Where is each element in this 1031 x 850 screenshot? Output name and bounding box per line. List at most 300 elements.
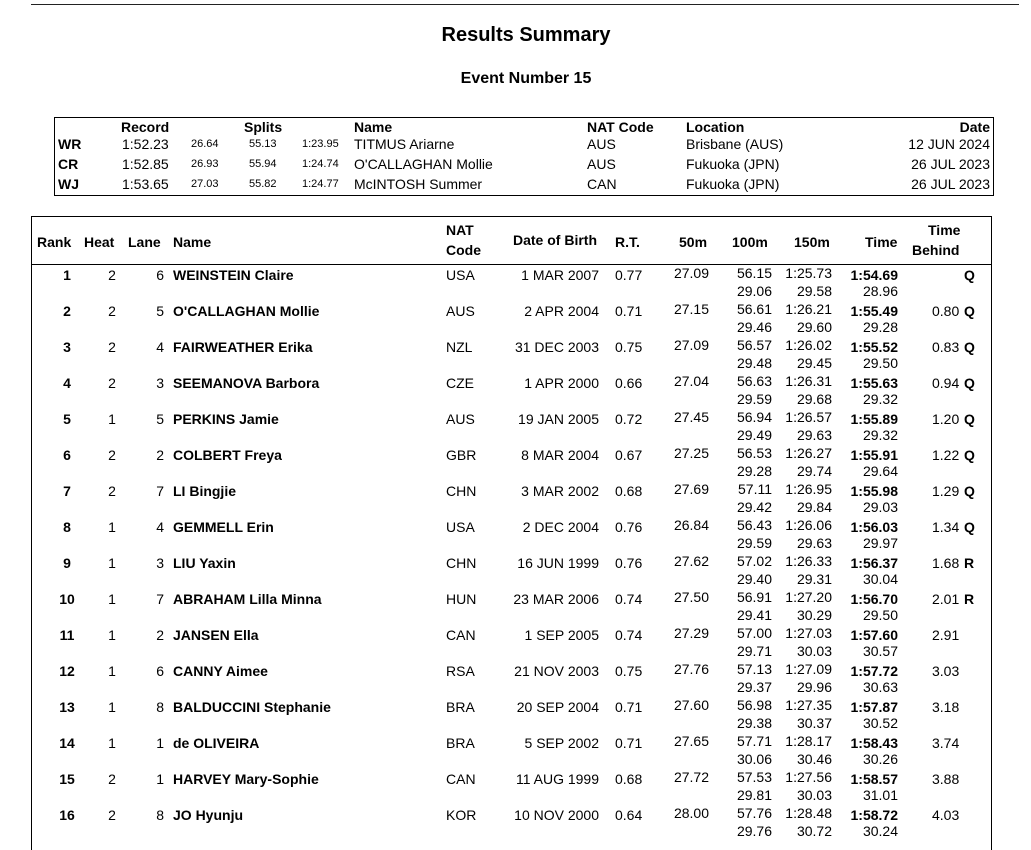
lap-100m: 29.37 <box>736 679 772 695</box>
athlete-name: GEMMELL Erin <box>173 519 274 535</box>
record-holder-name: O'CALLAGHAN Mollie <box>354 156 493 172</box>
record-location: Brisbane (AUS) <box>686 136 784 152</box>
record-location: Fukuoka (JPN) <box>686 156 780 172</box>
record-location: Fukuoka (JPN) <box>686 176 780 192</box>
record-split-100: 55.82 <box>249 178 277 190</box>
lap-200m: 28.96 <box>862 283 898 299</box>
nat-code: AUS <box>446 411 475 427</box>
header-code: Code <box>446 242 481 258</box>
qualification-mark: Q <box>964 519 975 535</box>
athlete-name: de OLIVEIRA <box>173 735 260 751</box>
split-100m: 56.94 <box>736 409 772 425</box>
lap-200m: 29.28 <box>862 319 898 335</box>
heat: 1 <box>108 627 116 643</box>
lane: 5 <box>156 303 164 319</box>
lane: 1 <box>156 771 164 787</box>
rank: 6 <box>63 447 71 463</box>
split-100m: 56.98 <box>736 697 772 713</box>
record-split-50: 27.03 <box>191 178 219 190</box>
athlete-name: FAIRWEATHER Erika <box>173 339 313 355</box>
split-50m: 27.76 <box>673 661 709 677</box>
qualification-mark: Q <box>964 411 975 427</box>
result-row <box>32 411 991 447</box>
lap-200m: 29.64 <box>862 463 898 479</box>
nat-code: CHN <box>446 555 477 571</box>
lap-100m: 29.71 <box>736 643 772 659</box>
split-100m: 56.61 <box>736 301 772 317</box>
split-100m: 56.43 <box>736 517 772 533</box>
split-100m: 57.76 <box>736 805 772 821</box>
qualification-mark: R <box>964 555 975 571</box>
nat-code: USA <box>446 267 475 283</box>
lap-150m: 30.37 <box>796 715 832 731</box>
split-150m: 1:26.33 <box>785 553 832 569</box>
time-behind: 1.22 <box>932 447 960 463</box>
split-50m: 27.09 <box>673 337 709 353</box>
lap-200m: 29.03 <box>862 499 898 515</box>
record-code: CR <box>58 156 79 172</box>
lap-150m: 29.60 <box>796 319 832 335</box>
time-behind: 3.18 <box>932 699 960 715</box>
result-row <box>32 303 991 339</box>
athlete-name: LI Bingjie <box>173 483 236 499</box>
result-row <box>32 267 991 303</box>
time-behind: 3.74 <box>932 735 960 751</box>
date-of-birth: 11 AUG 1999 <box>515 771 599 787</box>
split-100m: 57.71 <box>736 733 772 749</box>
results-table <box>31 216 992 850</box>
athlete-name: BALDUCCINI Stephanie <box>173 699 331 715</box>
records-header-splits: Splits <box>244 119 283 135</box>
split-50m: 27.04 <box>673 373 709 389</box>
split-150m: 1:26.21 <box>785 301 832 317</box>
nat-code: CAN <box>446 771 476 787</box>
qualification-mark: R <box>964 591 975 607</box>
time-behind: 1.68 <box>932 555 960 571</box>
rank: 1 <box>63 267 71 283</box>
heat: 2 <box>108 267 116 283</box>
lane: 6 <box>156 267 164 283</box>
lap-200m: 29.32 <box>862 427 898 443</box>
reaction-time: 0.74 <box>615 591 643 607</box>
top-rule <box>31 4 1019 5</box>
nat-code: KOR <box>446 807 477 823</box>
event-title: Event Number 15 <box>460 70 592 87</box>
split-100m: 57.02 <box>736 553 772 569</box>
nat-code: CHN <box>446 483 477 499</box>
nat-code: USA <box>446 519 475 535</box>
header-time: Time <box>865 234 898 250</box>
heat: 2 <box>108 771 116 787</box>
heat: 2 <box>108 447 116 463</box>
record-code: WJ <box>58 176 79 192</box>
heat: 2 <box>108 303 116 319</box>
split-100m: 57.00 <box>736 625 772 641</box>
reaction-time: 0.66 <box>615 375 643 391</box>
result-row <box>32 771 991 807</box>
record-row <box>55 156 993 176</box>
lap-100m: 29.06 <box>736 283 772 299</box>
final-time: 1:55.98 <box>850 483 898 499</box>
result-row <box>32 339 991 375</box>
split-50m: 27.09 <box>673 265 709 281</box>
reaction-time: 0.76 <box>615 555 643 571</box>
final-time: 1:55.52 <box>850 339 898 355</box>
reaction-time: 0.75 <box>615 663 643 679</box>
split-150m: 1:27.35 <box>785 697 832 713</box>
lap-100m: 29.38 <box>736 715 772 731</box>
time-behind: 3.88 <box>932 771 960 787</box>
lap-150m: 29.96 <box>796 679 832 695</box>
nat-code: HUN <box>446 591 477 607</box>
lap-200m: 30.63 <box>862 679 898 695</box>
result-row <box>32 591 991 627</box>
nat-code: RSA <box>446 663 475 679</box>
lane: 1 <box>156 735 164 751</box>
final-time: 1:55.49 <box>850 303 898 319</box>
header-time-behind-1: Time <box>928 222 961 238</box>
split-150m: 1:27.56 <box>785 769 832 785</box>
split-150m: 1:28.17 <box>785 733 832 749</box>
date-of-birth: 21 NOV 2003 <box>514 663 599 679</box>
date-of-birth: 1 MAR 2007 <box>521 267 599 283</box>
qualification-mark: Q <box>964 483 975 499</box>
lap-100m: 29.59 <box>736 535 772 551</box>
split-150m: 1:28.48 <box>785 805 832 821</box>
lane: 2 <box>156 627 164 643</box>
reaction-time: 0.76 <box>615 519 643 535</box>
lap-100m: 29.42 <box>736 499 772 515</box>
lap-200m: 30.57 <box>862 643 898 659</box>
lap-100m: 29.28 <box>736 463 772 479</box>
split-50m: 27.50 <box>673 589 709 605</box>
header-100m: 100m <box>732 234 768 250</box>
rank: 9 <box>63 555 71 571</box>
header-150m: 150m <box>794 234 830 250</box>
rank: 13 <box>59 699 75 715</box>
record-code: WR <box>58 136 82 152</box>
date-of-birth: 19 JAN 2005 <box>518 411 599 427</box>
record-row <box>55 136 993 156</box>
time-behind: 1.20 <box>932 411 960 427</box>
heat: 1 <box>108 591 116 607</box>
page-title: Results Summary <box>441 24 611 46</box>
nat-code: CZE <box>446 375 474 391</box>
split-100m: 56.57 <box>736 337 772 353</box>
record-date: 26 JUL 2023 <box>911 176 990 192</box>
split-100m: 57.11 <box>738 481 772 497</box>
record-holder-name: TITMUS Ariarne <box>354 136 455 152</box>
lap-100m: 29.49 <box>736 427 772 443</box>
date-of-birth: 16 JUN 1999 <box>517 555 599 571</box>
athlete-name: SEEMANOVA Barbora <box>173 375 320 391</box>
lane: 4 <box>156 519 164 535</box>
final-time: 1:58.43 <box>850 735 898 751</box>
athlete-name: JANSEN Ella <box>173 627 259 643</box>
lap-150m: 30.03 <box>796 643 832 659</box>
result-row <box>32 447 991 483</box>
final-time: 1:54.69 <box>850 267 898 283</box>
date-of-birth: 31 DEC 2003 <box>514 339 599 355</box>
final-time: 1:55.91 <box>850 447 898 463</box>
records-header-name: Name <box>354 119 393 135</box>
qualification-mark: Q <box>964 303 975 319</box>
rank: 8 <box>63 519 71 535</box>
reaction-time: 0.71 <box>615 735 643 751</box>
time-behind: 1.29 <box>932 483 960 499</box>
lap-150m: 30.72 <box>796 823 832 839</box>
lap-200m: 30.24 <box>862 823 898 839</box>
qualification-mark: Q <box>964 339 975 355</box>
athlete-name: HARVEY Mary-Sophie <box>173 771 319 787</box>
lap-150m: 29.63 <box>796 535 832 551</box>
lap-100m: 29.41 <box>736 607 772 623</box>
rank: 10 <box>59 591 75 607</box>
rank: 2 <box>63 303 71 319</box>
record-nat: AUS <box>587 136 616 152</box>
lap-150m: 30.03 <box>796 787 832 803</box>
final-time: 1:57.72 <box>850 663 898 679</box>
result-row <box>32 519 991 555</box>
nat-code: AUS <box>446 303 475 319</box>
lap-200m: 29.50 <box>862 607 898 623</box>
date-of-birth: 10 NOV 2000 <box>514 807 599 823</box>
lap-100m: 29.40 <box>736 571 772 587</box>
final-time: 1:58.72 <box>850 807 898 823</box>
split-150m: 1:26.57 <box>785 409 832 425</box>
header-rt: R.T. <box>615 234 640 250</box>
athlete-name: PERKINS Jamie <box>173 411 279 427</box>
heat: 2 <box>108 483 116 499</box>
result-row <box>32 663 991 699</box>
time-behind: 1.34 <box>932 519 960 535</box>
split-100m: 56.15 <box>736 265 772 281</box>
record-date: 26 JUL 2023 <box>911 156 990 172</box>
date-of-birth: 2 APR 2004 <box>524 303 599 319</box>
split-150m: 1:27.09 <box>785 661 832 677</box>
final-time: 1:55.89 <box>850 411 898 427</box>
split-150m: 1:27.03 <box>785 625 832 641</box>
athlete-name: LIU Yaxin <box>173 555 236 571</box>
split-100m: 57.13 <box>736 661 772 677</box>
record-time: 1:52.23 <box>122 136 169 152</box>
heat: 1 <box>108 519 116 535</box>
rank: 15 <box>59 771 75 787</box>
date-of-birth: 2 DEC 2004 <box>522 519 599 535</box>
reaction-time: 0.77 <box>615 267 643 283</box>
date-of-birth: 3 MAR 2002 <box>521 483 599 499</box>
record-row <box>55 176 993 196</box>
header-divider <box>32 264 991 265</box>
athlete-name: WEINSTEIN Claire <box>173 267 294 283</box>
final-time: 1:55.63 <box>850 375 898 391</box>
split-50m: 27.69 <box>673 481 709 497</box>
nat-code: BRA <box>446 735 475 751</box>
lap-200m: 30.52 <box>862 715 898 731</box>
reaction-time: 0.64 <box>615 807 643 823</box>
athlete-name: JO Hyunju <box>173 807 244 823</box>
reaction-time: 0.71 <box>615 699 643 715</box>
athlete-name: O'CALLAGHAN Mollie <box>173 303 320 319</box>
rank: 12 <box>59 663 75 679</box>
time-behind: 0.83 <box>932 339 960 355</box>
split-150m: 1:27.20 <box>785 589 832 605</box>
nat-code: NZL <box>446 339 473 355</box>
lap-200m: 29.97 <box>862 535 898 551</box>
split-50m: 26.84 <box>673 517 709 533</box>
record-time: 1:53.65 <box>122 176 169 192</box>
lap-100m: 29.46 <box>736 319 772 335</box>
split-50m: 27.65 <box>673 733 709 749</box>
split-100m: 57.53 <box>736 769 772 785</box>
lap-150m: 29.84 <box>796 499 832 515</box>
lane: 2 <box>156 447 164 463</box>
lap-100m: 30.06 <box>736 751 772 767</box>
time-behind: 0.80 <box>932 303 960 319</box>
records-header-date: Date <box>959 119 990 135</box>
date-of-birth: 20 SEP 2004 <box>516 699 599 715</box>
header-time-behind-2: Behind <box>912 242 960 258</box>
record-split-150: 1:24.77 <box>302 178 339 190</box>
athlete-name: COLBERT Freya <box>173 447 282 463</box>
qualification-mark: Q <box>964 267 975 283</box>
rank: 4 <box>63 375 71 391</box>
reaction-time: 0.67 <box>615 447 643 463</box>
final-time: 1:56.37 <box>850 555 898 571</box>
reaction-time: 0.68 <box>615 771 643 787</box>
lap-100m: 29.81 <box>736 787 772 803</box>
lane: 4 <box>156 339 164 355</box>
result-row <box>32 555 991 591</box>
qualification-mark: Q <box>964 447 975 463</box>
header-lane: Lane <box>128 234 161 250</box>
split-100m: 56.53 <box>736 445 772 461</box>
nat-code: BRA <box>446 699 475 715</box>
lap-100m: 29.48 <box>736 355 772 371</box>
split-50m: 27.72 <box>673 769 709 785</box>
time-behind: 2.01 <box>932 591 960 607</box>
records-header-nat: NAT Code <box>587 119 654 135</box>
header-rank: Rank <box>37 234 72 250</box>
split-50m: 27.29 <box>673 625 709 641</box>
record-split-50: 26.64 <box>191 138 219 150</box>
lap-200m: 30.26 <box>862 751 898 767</box>
header-50m: 50m <box>679 234 708 250</box>
result-row <box>32 735 991 771</box>
record-split-150: 1:24.74 <box>302 158 339 170</box>
time-behind: 3.03 <box>932 663 960 679</box>
header-name: Name <box>173 234 212 250</box>
heat: 1 <box>108 555 116 571</box>
final-time: 1:58.57 <box>850 771 898 787</box>
record-time: 1:52.85 <box>122 156 169 172</box>
date-of-birth: 5 SEP 2002 <box>524 735 599 751</box>
final-time: 1:57.87 <box>850 699 898 715</box>
lane: 6 <box>156 663 164 679</box>
record-split-150: 1:23.95 <box>302 138 339 150</box>
heat: 1 <box>108 663 116 679</box>
result-row <box>32 483 991 519</box>
lap-150m: 29.31 <box>796 571 832 587</box>
lap-100m: 29.76 <box>736 823 772 839</box>
time-behind: 4.03 <box>932 807 960 823</box>
time-behind: 0.94 <box>932 375 960 391</box>
heat: 1 <box>108 699 116 715</box>
nat-code: CAN <box>446 627 476 643</box>
athlete-name: CANNY Aimee <box>173 663 268 679</box>
reaction-time: 0.75 <box>615 339 643 355</box>
result-row <box>32 807 991 843</box>
split-150m: 1:26.27 <box>785 445 832 461</box>
athlete-name: ABRAHAM Lilla Minna <box>173 591 322 607</box>
result-row <box>32 627 991 663</box>
date-of-birth: 1 APR 2000 <box>524 375 599 391</box>
lap-150m: 30.29 <box>796 607 832 623</box>
final-time: 1:56.70 <box>850 591 898 607</box>
records-header-record: Record <box>121 119 170 135</box>
header-nat: NAT <box>446 222 474 238</box>
split-50m: 27.62 <box>673 553 709 569</box>
records-table <box>54 117 994 196</box>
lap-200m: 29.32 <box>862 391 898 407</box>
rank: 14 <box>59 735 75 751</box>
split-50m: 27.60 <box>673 697 709 713</box>
reaction-time: 0.71 <box>615 303 643 319</box>
records-header-location: Location <box>686 119 745 135</box>
lane: 7 <box>156 591 164 607</box>
rank: 16 <box>59 807 75 823</box>
nat-code: GBR <box>446 447 477 463</box>
record-nat: AUS <box>587 156 616 172</box>
lap-150m: 29.58 <box>796 283 832 299</box>
header-dob: Date of Birth <box>513 232 597 248</box>
lap-150m: 29.45 <box>796 355 832 371</box>
record-date: 12 JUN 2024 <box>908 136 990 152</box>
split-100m: 56.91 <box>736 589 772 605</box>
split-150m: 1:26.31 <box>785 373 832 389</box>
split-100m: 56.63 <box>736 373 772 389</box>
date-of-birth: 1 SEP 2005 <box>524 627 599 643</box>
record-split-100: 55.94 <box>249 158 277 170</box>
heat: 2 <box>108 375 116 391</box>
split-150m: 1:26.95 <box>785 481 832 497</box>
split-50m: 28.00 <box>673 805 709 821</box>
final-time: 1:56.03 <box>850 519 898 535</box>
split-150m: 1:26.06 <box>785 517 832 533</box>
lap-150m: 29.63 <box>796 427 832 443</box>
lane: 8 <box>156 807 164 823</box>
rank: 7 <box>63 483 71 499</box>
time-behind: 2.91 <box>932 627 960 643</box>
heat: 2 <box>108 807 116 823</box>
lane: 3 <box>156 555 164 571</box>
lane: 3 <box>156 375 164 391</box>
split-150m: 1:25.73 <box>785 265 832 281</box>
rank: 3 <box>63 339 71 355</box>
lap-150m: 29.68 <box>796 391 832 407</box>
heat: 2 <box>108 339 116 355</box>
date-of-birth: 8 MAR 2004 <box>521 447 599 463</box>
split-150m: 1:26.02 <box>785 337 832 353</box>
date-of-birth: 23 MAR 2006 <box>513 591 599 607</box>
lap-150m: 29.74 <box>796 463 832 479</box>
rank: 5 <box>63 411 71 427</box>
lane: 8 <box>156 699 164 715</box>
lap-200m: 30.04 <box>862 571 898 587</box>
record-split-50: 26.93 <box>191 158 219 170</box>
lap-200m: 29.50 <box>862 355 898 371</box>
split-50m: 27.45 <box>673 409 709 425</box>
